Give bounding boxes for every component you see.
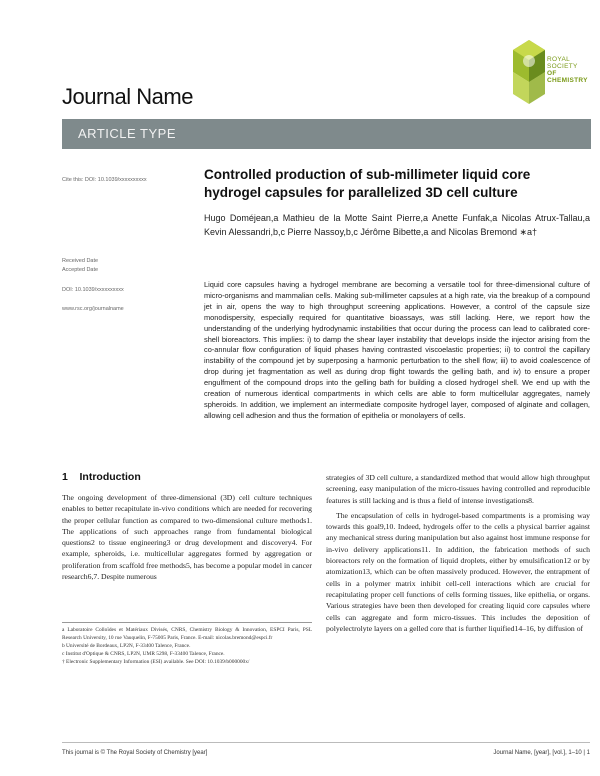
paragraph: The encapsulation of cells in hydrogel-based compartments is a promising way towards this goal9,10. Indeed, hydrogels offer to the cells a physical barrier against any mechanical stress during manipulation but also against host immune response for in-vivo delivery applications11. In addition, the fabrication methods of such bioreactors rely on the formation of liquid droplets, either by emulsification12 or by atomization13, which can be often massively produced. However, the entrapment of cells in a polymer matrix inhibit cell-cell interactions which are crucial for recapitulating proper cell functions of cells forming tissues, like epithelia, or organs. Various strategies have been then developed for creating liquid core capsules where cells can aggregate and form micro-tissues. This includes the deposition of polyelectrolyte layers on a gelled core that is further liquified14–16, by diffusion of — [326, 510, 590, 633]
doi-line: DOI: 10.1039/xxxxxxxxxx — [62, 287, 124, 293]
logo-line-2: OF CHEMISTRY — [547, 70, 588, 84]
footnote: † Electronic Supplementary Information (ESI) available. See DOI: 10.1039/b000000x/ — [62, 659, 250, 665]
article-type-band — [62, 119, 591, 149]
rsc-logo-mark-icon — [509, 38, 549, 108]
footer-page-info: Journal Name, [year], [vol.], 1–10 | 1 — [493, 750, 590, 756]
footnote: c Institut d'Optique & CNRS, LP2N, UMR 5298, F-33400 Talence, France. — [62, 651, 225, 657]
rsc-logo — [509, 38, 589, 108]
logo-line-1: ROYAL SOCIETY — [547, 56, 578, 70]
rsc-logo-text — [547, 56, 589, 84]
footnote-rule — [62, 622, 312, 623]
article-title: Controlled production of sub-millimeter liquid core hydrogel capsules for parallelized 3D cell culture — [204, 167, 531, 200]
abstract: Liquid core capsules having a hydrogel membrane are becoming a versatile tool for three-dimensional culture of micro-organisms and mammalian cells. Making sub-millimeter capsules at a high rate, via the breakup of a compound jet in air, opens the way to high throughput screening applications. However, a control of the capsule size monodispersity, especially required for quantitative bioassays, was still lacking. Here, we report how the understanding of the underlying hydrodynamic instabilities that occur during the process can lead to calibrated core-shell bioreactors. This implies: i) to damp the shear layer instability that develops inside the injector arising from the co-annular flow configuration of liquid phases having contrasted viscoelastic properties; ii) to control the capillary instability of the compound jet by superposing a harmonic perturbation to the shell flow; iii) to avoid coalescence of drop during jet fragmentation as well as during drop flight towards the gelling bath, and iv) to ensure a proper engulfment of the compound drops into the gelling bath for building a closed hydrogel shell. We end up with the creation of numerous identical compartments in which cells are able to form multicellular aggregates, namely spheroids. In addition, we implement an intermediate composite hydrogel layer, composed of alginate and collagen, allowing cell adhesion and thus the formation of epithelia or monolayers of cells. — [204, 280, 590, 420]
footer-copyright: This journal is © The Royal Society of Chemistry [year] — [62, 750, 208, 756]
cite-line: Cite this: DOI: 10.1039/xxxxxxxxxx — [62, 177, 147, 183]
footnote: b Université de Bordeaux, LP2N, F-33400 Talence, France. — [62, 643, 191, 649]
received-date: Received Date — [62, 258, 99, 264]
introduction-column-right — [326, 472, 590, 634]
footer-rule — [62, 742, 590, 743]
introduction-column-left: The ongoing development of three-dimensional (3D) cell culture techniques enables to better recapitulate in-vivo conditions which are needed for recovering the proper cellular function as compared to two-dimensional culture methods1. The applications of such approaches range from fundamental biological questions2 to tissue engineering3 or drug development and discovery4. For example, spheroids, i.e. multicellular aggregates formed by aggregation or proliferation from scaffold free methods5, has become a popular model in cancer research6,7. Despite numerous — [62, 493, 312, 582]
section-title: Introduction — [79, 471, 141, 483]
section-heading-introduction — [62, 471, 141, 483]
section-number: 1 — [62, 471, 68, 483]
journal-name: Journal Name — [62, 84, 193, 109]
author-list: Hugo Doméjean,a Mathieu de la Motte Saint Pierre,a Anette Funfak,a Nicolas Atrux-Tallau,a Kevin Alessandri,b,c Pierre Nassoy,b,c Jérôme Bibette,a and Nicolas Bremond ∗a† — [204, 213, 590, 237]
accepted-date: Accepted Date — [62, 267, 99, 273]
footnotes — [62, 626, 312, 666]
article-type: ARTICLE TYPE — [78, 126, 176, 141]
footnote: a Laboratoire Colloïdes et Matériaux Divisés, CNRS, Chemistry Biology & Innovation, ESPCI Paris, PSL Research University, 10 rue Vauquelin, F-75005 Paris, France. E-mail: nicolas.bremond@espci.fr — [62, 627, 312, 641]
journal-url[interactable]: www.rsc.org/journalname — [62, 306, 124, 312]
paragraph: strategies of 3D cell culture, a standardized method that would allow high throughput screening, easy manipulation of the micro-tissues having controlled and reproducible features is still lacking and is thus a field of intense investigations8. — [326, 473, 590, 505]
